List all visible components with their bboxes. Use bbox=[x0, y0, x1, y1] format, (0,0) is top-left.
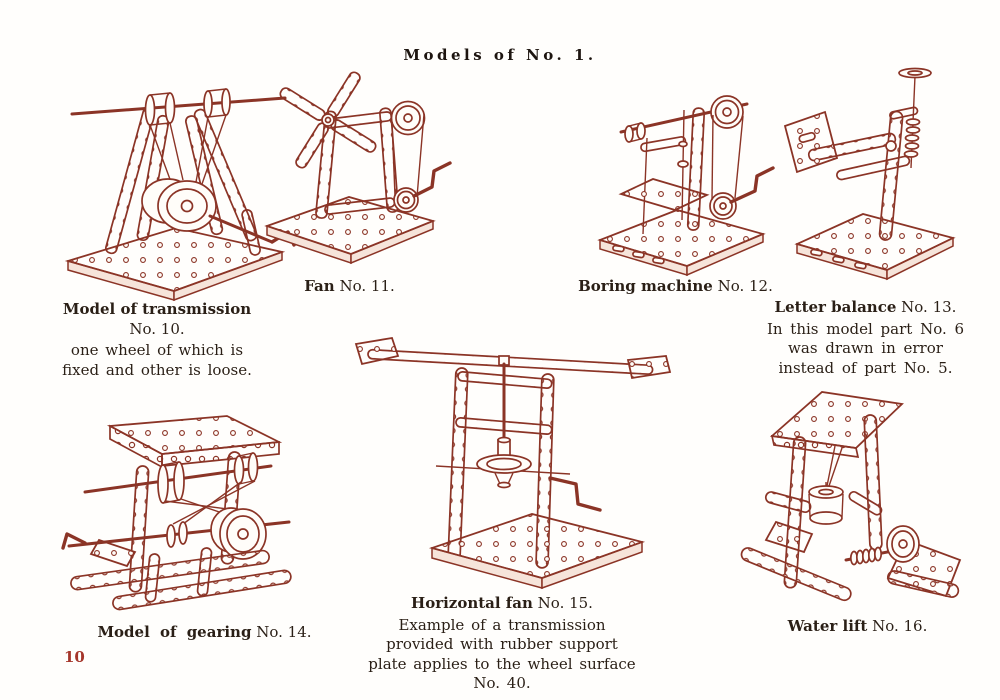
caption-model-of-gearing bbox=[72, 623, 337, 643]
model-number: No. 10. bbox=[129, 319, 185, 338]
weighing-plate bbox=[785, 112, 837, 172]
model-note: Example of a transmission provided with rubber support plate applies to the wheel surface No. 40. bbox=[368, 615, 636, 692]
model-number: No. 13. bbox=[901, 298, 957, 316]
caption-letter-balance bbox=[758, 298, 973, 378]
model-number: No. 11. bbox=[339, 277, 395, 295]
model-number: No. 14. bbox=[256, 623, 312, 641]
model-number: No. 16. bbox=[872, 617, 928, 635]
column-strip bbox=[688, 108, 705, 230]
top-axle bbox=[72, 98, 285, 114]
column-strip bbox=[879, 111, 903, 241]
model-number: No. 15. bbox=[537, 594, 593, 612]
model-name: Fan bbox=[304, 277, 335, 295]
page-title: Models of No. 1. bbox=[403, 46, 597, 64]
bucket-spool bbox=[809, 482, 843, 524]
caption-model-of-transmission bbox=[42, 300, 272, 380]
model-number: No. 12. bbox=[717, 277, 773, 295]
model-name: Model of transmission bbox=[62, 300, 252, 318]
illustration-letter-balance bbox=[775, 64, 965, 286]
model-name: Letter balance bbox=[774, 298, 897, 316]
crank-handle bbox=[550, 478, 600, 510]
caption-horizontal-fan bbox=[332, 594, 672, 694]
model-name: Boring machine bbox=[578, 277, 713, 295]
base-plate bbox=[432, 514, 642, 588]
base-strips bbox=[740, 522, 960, 602]
drive-pulleys bbox=[392, 102, 425, 213]
fan-arm bbox=[356, 338, 670, 378]
caption-fan bbox=[262, 277, 437, 297]
base-plate bbox=[797, 214, 953, 279]
support-plate-wheel bbox=[477, 438, 531, 488]
drum-wheel bbox=[142, 179, 216, 231]
illustration-boring-machine bbox=[585, 52, 780, 278]
illustration-water-lift bbox=[738, 382, 963, 618]
model-note: one wheel of which is fixed and other is loose. bbox=[62, 341, 252, 379]
model-name: Water lift bbox=[787, 617, 868, 635]
model-note: In this model part No. 6 was drawn in error instead of part No. 5. bbox=[766, 319, 965, 377]
caption-boring-machine bbox=[558, 277, 793, 297]
roof-plate bbox=[772, 392, 902, 457]
illustration-fan bbox=[255, 60, 445, 272]
page-number: 10 bbox=[64, 648, 85, 666]
illustration-model-of-gearing bbox=[55, 396, 295, 618]
caption-water-lift bbox=[765, 617, 950, 637]
illustration-horizontal-fan bbox=[352, 312, 672, 594]
model-name: Model of gearing bbox=[97, 623, 252, 641]
model-name: Horizontal fan bbox=[411, 594, 533, 612]
base-strips bbox=[70, 540, 292, 610]
